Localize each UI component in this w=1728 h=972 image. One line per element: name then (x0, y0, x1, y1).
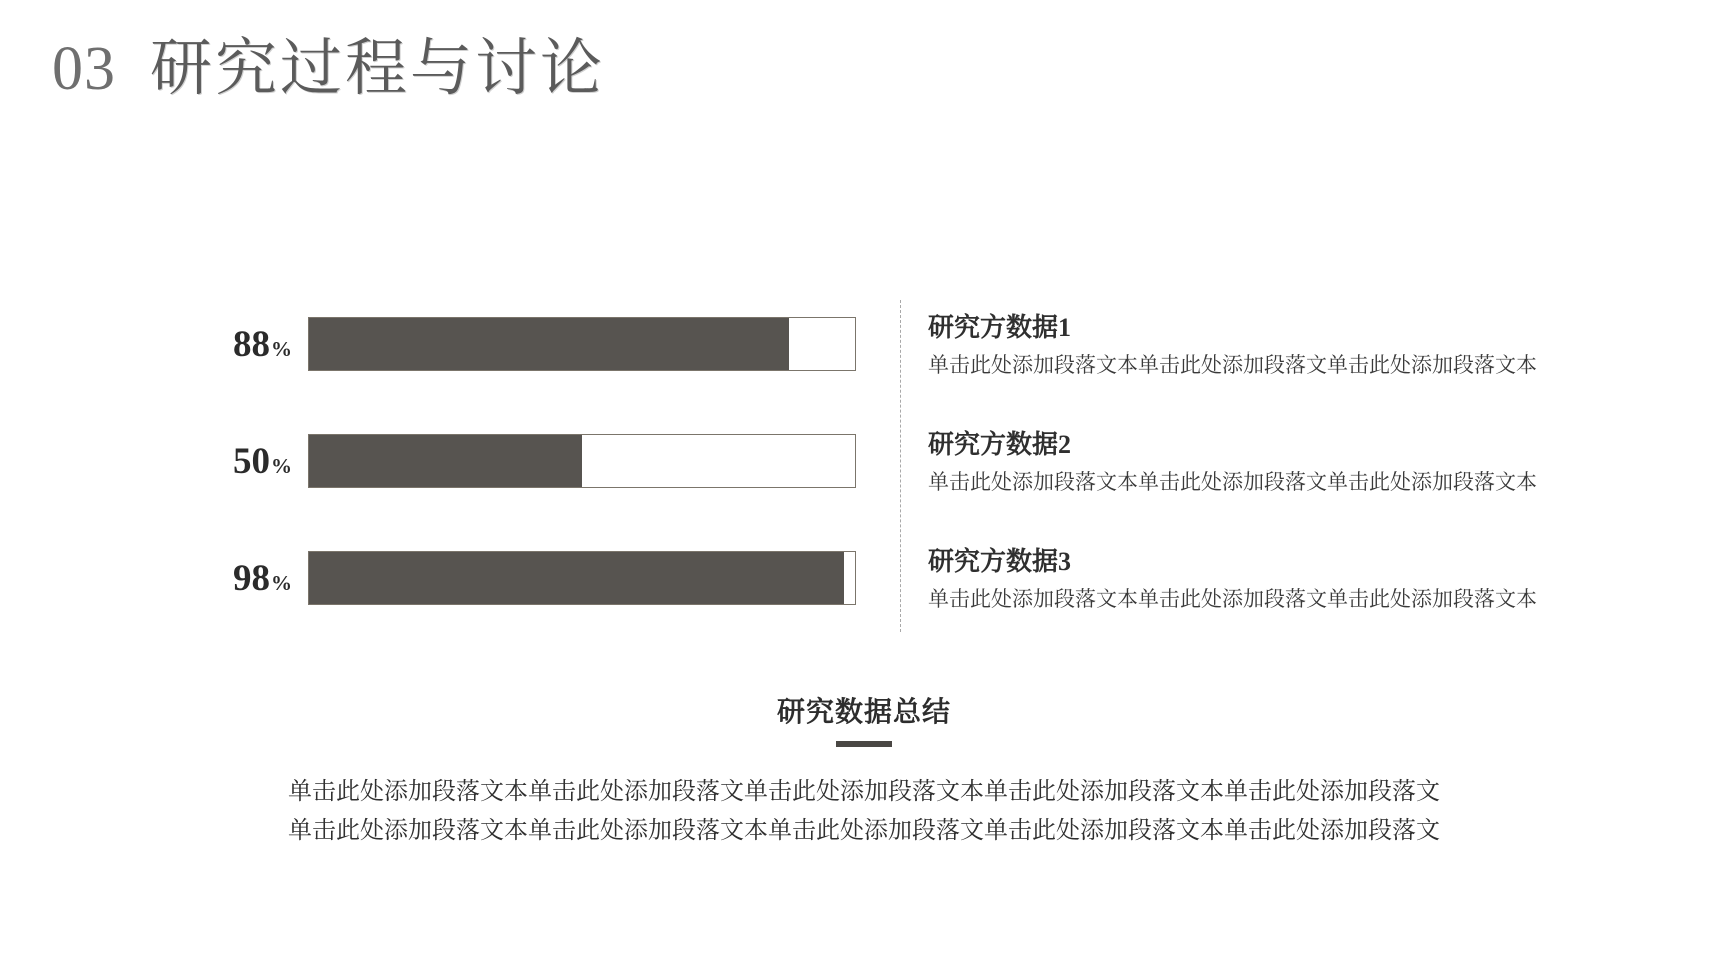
bar-value-label (206, 557, 308, 599)
description-title: 研究方数据3 (928, 547, 1072, 576)
description-title: 研究方数据2 (928, 430, 1072, 459)
summary-title: 研究数据总结 (776, 697, 951, 728)
bar-value-number: 98 (233, 557, 270, 599)
bar-chart (206, 316, 856, 606)
bar-fill (309, 435, 582, 487)
percent-symbol: % (271, 453, 292, 478)
section-title: 研究过程与讨论 (150, 35, 606, 103)
bar-track (308, 317, 856, 371)
bar-value-number: 88 (233, 323, 270, 365)
bar-row (206, 433, 856, 489)
bar-track (308, 551, 856, 605)
description-body: 单击此处添加段落文本单击此处添加段落文单击此处添加段落文本 (928, 586, 1537, 611)
bar-track (308, 434, 856, 488)
bar-value-label (206, 440, 308, 482)
description-item (928, 546, 1568, 663)
description-title: 研究方数据1 (928, 313, 1072, 342)
percent-symbol: % (271, 336, 292, 361)
bar-fill (309, 552, 844, 604)
bar-fill (309, 318, 789, 370)
description-item (928, 312, 1568, 429)
description-body: 单击此处添加段落文本单击此处添加段落文单击此处添加段落文本 (928, 469, 1537, 494)
summary-line-2: 单击此处添加段落文本单击此处添加段落文本单击此处添加段落文单击此处添加段落文本单击此处添加段落文 (288, 817, 1440, 844)
section-number: 03 (52, 35, 116, 103)
description-body: 单击此处添加段落文本单击此处添加段落文单击此处添加段落文本 (928, 352, 1537, 377)
bar-row (206, 550, 856, 606)
summary-body (0, 773, 1728, 851)
bar-value-number: 50 (233, 440, 270, 482)
bar-value-label (206, 323, 308, 365)
description-list (928, 312, 1568, 663)
page-title (52, 35, 606, 103)
summary-line-1: 单击此处添加段落文本单击此处添加段落文单击此处添加段落文本单击此处添加段落文本单击此处添加段落文 (288, 779, 1440, 805)
summary-section (0, 690, 1728, 851)
vertical-divider (900, 300, 901, 632)
bar-row (206, 316, 856, 372)
summary-underline (836, 741, 892, 747)
percent-symbol: % (271, 570, 292, 595)
description-item (928, 429, 1568, 546)
